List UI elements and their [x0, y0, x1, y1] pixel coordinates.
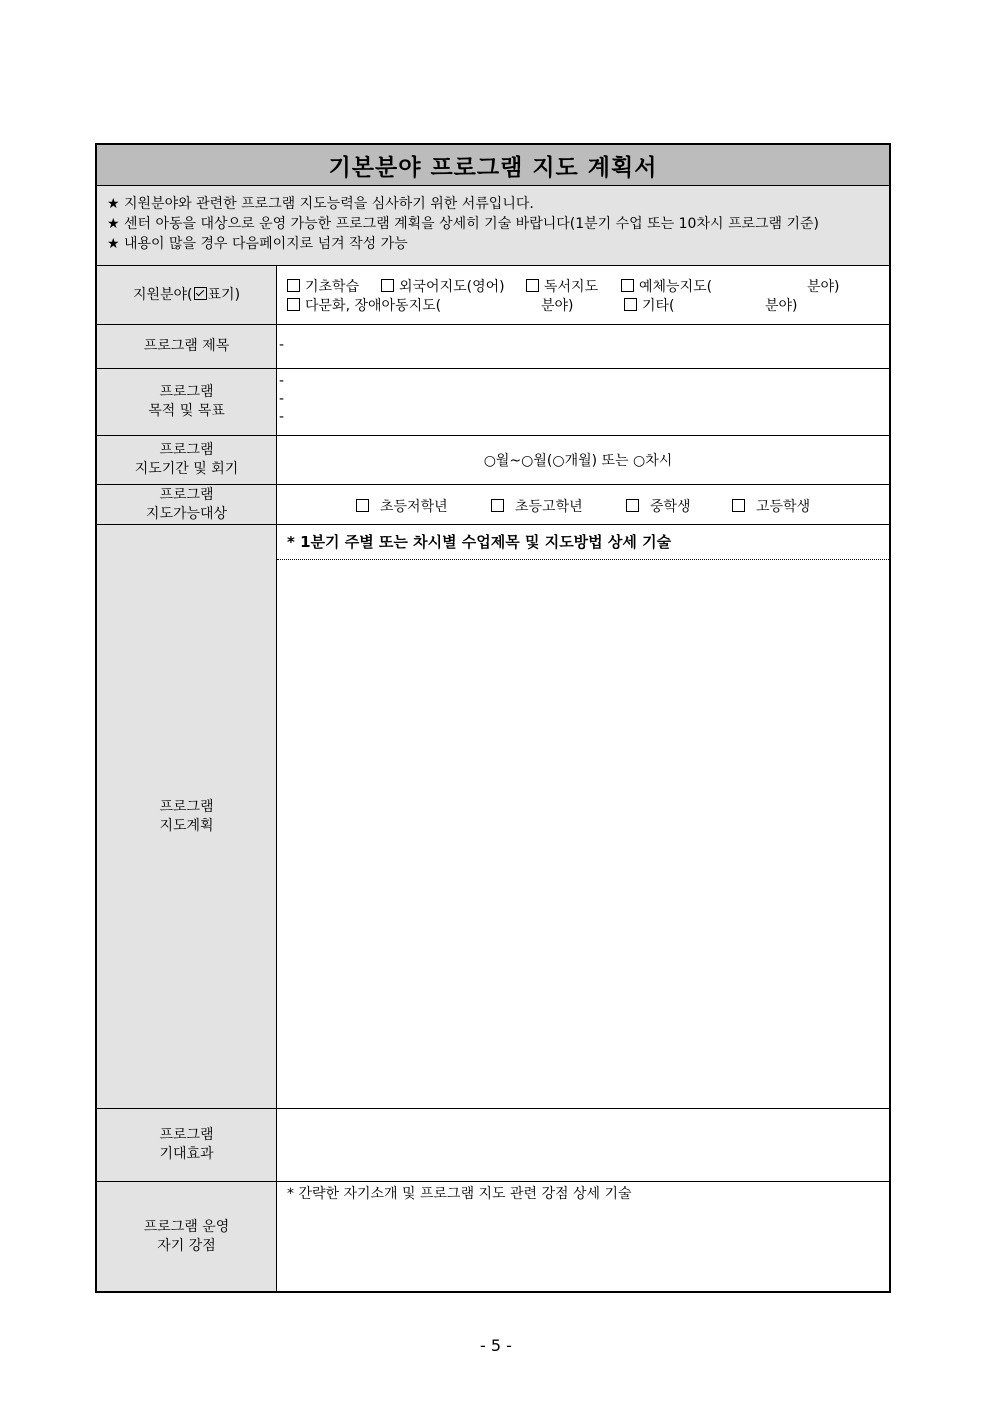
checkbox-icon[interactable] [356, 499, 369, 512]
note-line: ★ 내용이 많을 경우 다음페이지로 넘겨 작성 가능 [107, 236, 408, 252]
plan-label: 프로그램 지도계획 [97, 525, 277, 1108]
target-options [277, 485, 889, 524]
period-field[interactable]: ○월~○월(○개월) 또는 ○차시 [483, 453, 673, 469]
option-multicultural[interactable]: 다문화, 장애아동지도( [287, 295, 441, 315]
support-field-label: 지원분야( 표기) [97, 266, 277, 324]
support-field-row [97, 266, 889, 325]
checkbox-icon[interactable] [491, 499, 504, 512]
target-row [97, 485, 889, 525]
purpose-field[interactable]: - - - [279, 373, 285, 425]
instructions-box [97, 186, 889, 266]
program-title-field[interactable]: - [279, 337, 285, 353]
plan-form [95, 143, 891, 1293]
checked-box-icon [194, 287, 207, 300]
effect-field[interactable] [277, 1109, 889, 1181]
effect-row [97, 1109, 889, 1182]
checkbox-icon[interactable] [732, 499, 745, 512]
plan-row [97, 525, 889, 1109]
checkbox-icon[interactable] [621, 279, 634, 292]
strength-label: 프로그램 운영 자기 강점 [97, 1182, 277, 1291]
program-title-label: 프로그램 제목 [97, 325, 277, 368]
page-number: - 5 - [480, 1336, 512, 1355]
target-label: 프로그램 지도가능대상 [97, 485, 277, 524]
note-line: ★ 지원분야와 관련한 프로그램 지도능력을 심사하기 위한 서류입니다. [107, 196, 534, 212]
program-title-row [97, 325, 889, 369]
strength-row [97, 1182, 889, 1291]
purpose-row [97, 369, 889, 436]
option-lower-elementary[interactable]: 초등저학년 [356, 496, 448, 516]
option-upper-elementary[interactable]: 초등고학년 [491, 496, 583, 516]
option-middle-school[interactable]: 중학생 [626, 496, 691, 516]
purpose-label: 프로그램 목적 및 목표 [97, 369, 277, 435]
support-field-options [277, 266, 889, 324]
strength-field[interactable] [277, 1182, 889, 1291]
period-label: 프로그램 지도기간 및 회기 [97, 436, 277, 484]
option-reading[interactable]: 독서지도 [526, 276, 598, 296]
checkbox-icon[interactable] [626, 499, 639, 512]
effect-label: 프로그램 기대효과 [97, 1109, 277, 1181]
plan-instruction: * 1분기 주별 또는 차시별 수업제목 및 지도방법 상세 기술 [277, 525, 889, 560]
checkbox-icon[interactable] [287, 298, 300, 311]
plan-field[interactable] [277, 525, 889, 1108]
option-other[interactable]: 기타( [624, 295, 675, 315]
note-line: ★ 센터 아동을 대상으로 운영 가능한 프로그램 계획을 상세히 기술 바랍니다(1분기 수업 또는 10차시 프로그램 기준) [107, 216, 820, 232]
option-basic[interactable]: 기초학습 [287, 276, 359, 296]
period-row [97, 436, 889, 485]
checkbox-icon[interactable] [624, 298, 637, 311]
strength-instruction: * 간략한 자기소개 및 프로그램 지도 관련 강점 상세 기술 [287, 1186, 632, 1202]
arts-field-suffix: 분야) [807, 279, 840, 295]
option-arts[interactable]: 예체능지도( [621, 276, 712, 296]
checkbox-icon[interactable] [287, 279, 300, 292]
form-title: 기본분야 프로그램 지도 계획서 [97, 145, 889, 186]
checkbox-icon[interactable] [381, 279, 394, 292]
option-high-school[interactable]: 고등학생 [732, 496, 810, 516]
other-field-suffix: 분야) [765, 298, 798, 314]
option-foreign-language[interactable]: 외국어지도(영어) [381, 276, 505, 296]
checkbox-icon[interactable] [526, 279, 539, 292]
multicultural-field-suffix: 분야) [541, 298, 574, 314]
